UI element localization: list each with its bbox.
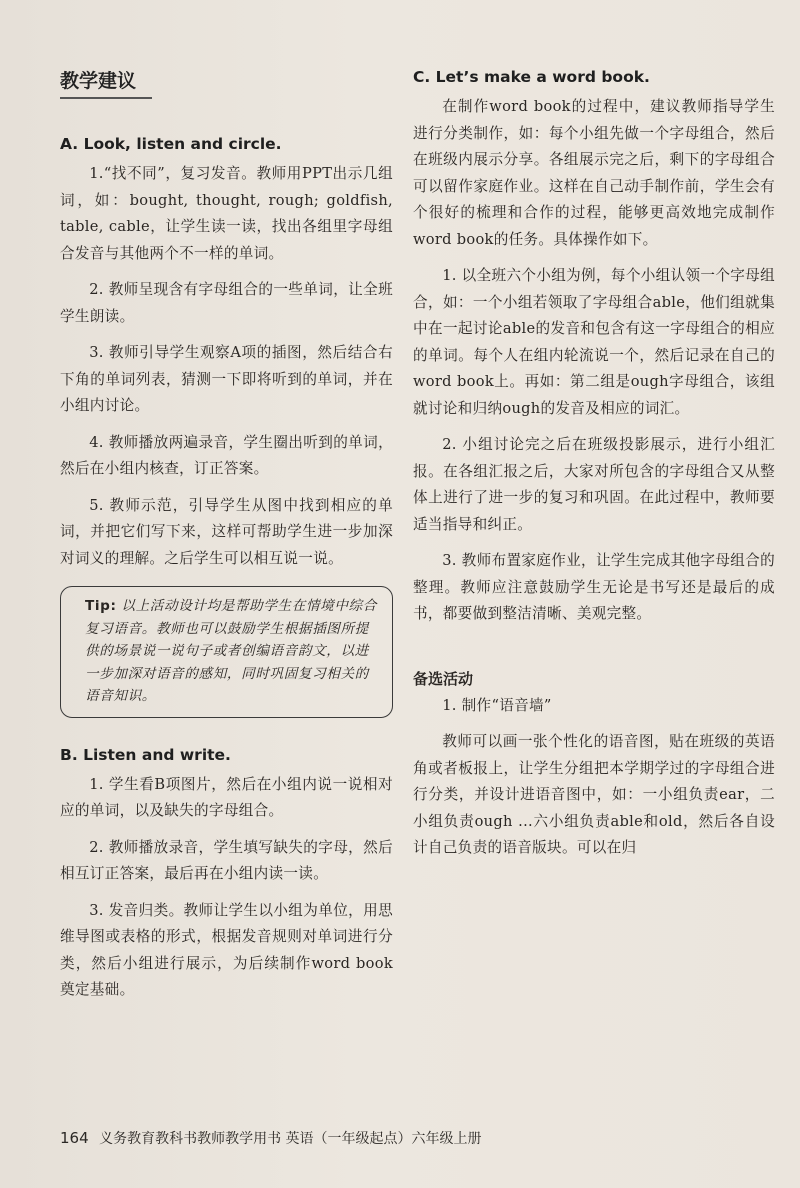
section-c-para-1: 在制作word book的过程中，建议教师指导学生进行分类制作，如：每个小组先做一个字母组合，然后在班级内展示分享。各组展示完之后，剩下的字母组合可以留作家庭作业。这样在自己动手制作前，学生会有个很好的梳理和合作的过程，能够更高效地完成制作word book的任务。具体操作如下。 xyxy=(413,98,775,248)
section-a-para-5: 5. 教师示范，引导学生从图中找到相应的单词，并把它们写下来，这样可帮助学生进一步加深对词义的理解。之后学生可以相互说一说。 xyxy=(60,496,393,567)
section-a-para-1: 1.“找不同”，复习发音。教师用PPT出示几组词，如：bought, thought, rough; goldfish, table, cable，让学生读一读，找出各组里字母组合发音与其他两个不一样的单词。 xyxy=(60,165,393,262)
section-a-para-3: 3. 教师引导学生观察A项的插图，然后结合右下角的单词列表，猜测一下即将听到的单词，并在小组内讨论。 xyxy=(60,344,393,414)
alternative-para-1: 1. 制作“语音墙” xyxy=(442,696,552,714)
section-c-para-4: 3. 教师布置家庭作业，让学生完成其他字母组合的整理。教师应注意鼓励学生无论是书写还是最后的成书，都要做到整洁清晰、美观完整。 xyxy=(413,552,775,622)
tip-box xyxy=(60,586,393,718)
page-number: 164 xyxy=(60,1129,89,1147)
tip-text: 以上活动设计均是帮助学生在情境中综合复习语音。教师也可以鼓励学生根据插图所提供的场景说一说句子或者创编语音韵文，以进一步加深对语音的感知，同时巩固复习相关的语音知识。 xyxy=(85,598,377,704)
section-c-para-3: 2. 小组讨论完之后在班级投影展示，进行小组汇报。在各组汇报之后，大家对所包含的字母组合又从整体上进行了进一步的复习和巩固。在此过程中，教师要适当指导和纠正。 xyxy=(413,436,775,533)
section-b-para-3: 3. 发音归类。教师让学生以小组为单位，用思维导图或表格的形式，根据发音规则对单词进行分类，然后小组进行展示，为后续制作word book奠定基础。 xyxy=(60,901,393,998)
teaching-suggestions-heading: 教学建议 xyxy=(60,66,152,99)
section-a-para-4: 4. 教师播放两遍录音，学生圈出听到的单词，然后在小组内核查，订正答案。 xyxy=(60,433,393,477)
section-b-para-2: 2. 教师播放录音，学生填写缺失的字母，然后相互订正答案，最后再在小组内读一读。 xyxy=(60,838,393,882)
page-footer xyxy=(60,1128,482,1148)
section-b-title: B. Listen and write. xyxy=(60,745,231,764)
right-column xyxy=(413,66,775,872)
section-a-title: A. Look, listen and circle. xyxy=(60,135,282,153)
section-c-para-2: 1. 以全班六个小组为例，每个小组认领一个字母组合，如：一个小组若领取了字母组合able，他们组就集中在一起讨论able的发音和包含有这一字母组合的相应的单词。每个人在组内轮流说一个，然后记录在自己的word book上。再如：第二组是ough字母组合，该组就讨论和归纳ough的发音及相应的词汇。 xyxy=(413,267,775,417)
section-c-title: C. Let’s make a word book. xyxy=(413,68,650,86)
tip-label: Tip: xyxy=(85,598,117,614)
alternative-activities-title: 备选活动 xyxy=(413,669,474,688)
footer-book-title: 义务教育教科书教师教学用书 英语（一年级起点）六年级上册 xyxy=(99,1131,482,1147)
section-a-para-2: 2. 教师呈现含有字母组合的一些单词，让全班学生朗读。 xyxy=(60,281,393,325)
alternative-para-2: 教师可以画一张个性化的语音图，贴在班级的英语角或者板报上，让学生分组把本学期学过的字母组合进行分类，并设计进语音图中，如：一小组负责ear，二小组负责ough ...六小组负责able和old，然后各自设计自己负责的语音版块。可以在归 xyxy=(413,733,775,856)
left-column xyxy=(60,66,393,1014)
section-b-para-1: 1. 学生看B项图片，然后在小组内说一说相对应的单词，以及缺失的字母组合。 xyxy=(60,775,393,819)
